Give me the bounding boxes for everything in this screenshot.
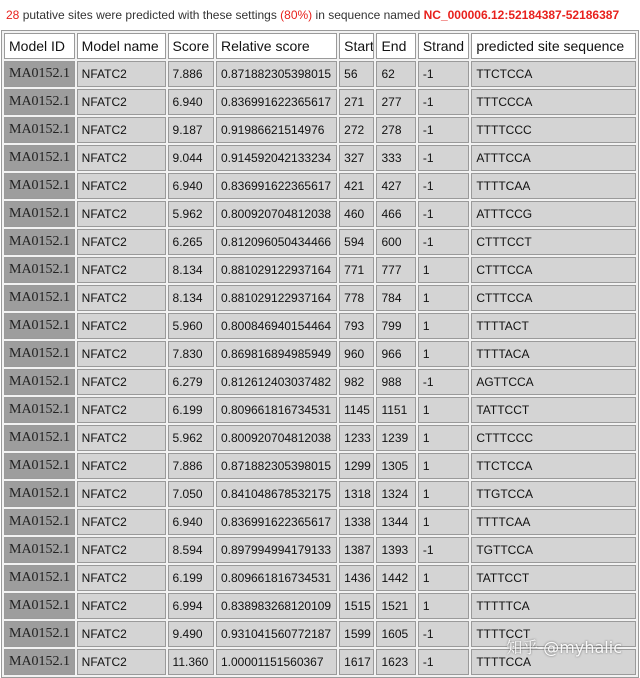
start-cell: 1318 xyxy=(339,481,374,507)
model-name-cell: NFATC2 xyxy=(77,565,166,591)
start-cell: 982 xyxy=(339,369,374,395)
strand-cell: 1 xyxy=(418,565,470,591)
table-row xyxy=(4,173,636,199)
relative-score-cell: 0.841048678532175 xyxy=(216,481,337,507)
model-name-cell: NFATC2 xyxy=(77,537,166,563)
sequence-cell: TTTTCCA xyxy=(471,649,636,675)
header-strand[interactable]: Strand xyxy=(418,33,470,59)
sequence-cell: TTCTCCA xyxy=(471,453,636,479)
header-end[interactable]: End xyxy=(376,33,415,59)
model-name-cell: NFATC2 xyxy=(77,89,166,115)
sequence-cell: TGTTCCA xyxy=(471,537,636,563)
score-cell: 5.960 xyxy=(168,313,214,339)
score-cell: 11.360 xyxy=(168,649,214,675)
score-cell: 8.134 xyxy=(168,257,214,283)
sequence-cell: TTTCCCA xyxy=(471,89,636,115)
model-name-cell: NFATC2 xyxy=(77,453,166,479)
end-cell: 1442 xyxy=(376,565,415,591)
table-row xyxy=(4,285,636,311)
results-summary xyxy=(6,8,619,22)
model-id-cell[interactable]: MA0152.1 xyxy=(4,593,75,619)
relative-score-cell: 0.871882305398015 xyxy=(216,453,337,479)
end-cell: 1344 xyxy=(376,509,415,535)
relative-score-cell: 0.836991622365617 xyxy=(216,509,337,535)
model-id-cell[interactable]: MA0152.1 xyxy=(4,453,75,479)
end-cell: 600 xyxy=(376,229,415,255)
score-cell: 7.886 xyxy=(168,453,214,479)
strand-cell: 1 xyxy=(418,313,470,339)
model-id-cell[interactable]: MA0152.1 xyxy=(4,117,75,143)
score-cell: 6.940 xyxy=(168,89,214,115)
end-cell: 988 xyxy=(376,369,415,395)
start-cell: 1387 xyxy=(339,537,374,563)
strand-cell: 1 xyxy=(418,593,470,619)
relative-score-cell: 0.91986621514976 xyxy=(216,117,337,143)
strand-cell: 1 xyxy=(418,285,470,311)
score-cell: 9.490 xyxy=(168,621,214,647)
model-name-cell: NFATC2 xyxy=(77,257,166,283)
relative-score-cell: 0.871882305398015 xyxy=(216,61,337,87)
site-count: 28 xyxy=(6,8,20,22)
strand-cell: -1 xyxy=(418,61,470,87)
score-cell: 5.962 xyxy=(168,425,214,451)
sequence-name: NC_000006.12:52184387-52186387 xyxy=(423,8,620,22)
score-cell: 6.279 xyxy=(168,369,214,395)
end-cell: 1305 xyxy=(376,453,415,479)
sequence-cell: CTTTCCC xyxy=(471,425,636,451)
sequence-cell: AGTTCCA xyxy=(471,369,636,395)
end-cell: 1393 xyxy=(376,537,415,563)
start-cell: 594 xyxy=(339,229,374,255)
model-id-cell[interactable]: MA0152.1 xyxy=(4,621,75,647)
relative-score-cell: 0.881029122937164 xyxy=(216,257,337,283)
model-name-cell: NFATC2 xyxy=(77,61,166,87)
summary-text-2: in sequence named xyxy=(312,8,424,22)
model-name-cell: NFATC2 xyxy=(77,425,166,451)
model-id-cell[interactable]: MA0152.1 xyxy=(4,509,75,535)
table-row xyxy=(4,89,636,115)
score-cell: 6.994 xyxy=(168,593,214,619)
table-row xyxy=(4,565,636,591)
strand-cell: -1 xyxy=(418,229,470,255)
table-row xyxy=(4,369,636,395)
summary-text-1: putative sites were predicted with these settings xyxy=(19,8,281,22)
relative-score-cell: 0.800920704812038 xyxy=(216,425,337,451)
relative-score-cell: 0.914592042133234 xyxy=(216,145,337,171)
score-cell: 5.962 xyxy=(168,201,214,227)
table-row xyxy=(4,145,636,171)
start-cell: 272 xyxy=(339,117,374,143)
relative-score-cell: 0.838983268120109 xyxy=(216,593,337,619)
header-relative-score[interactable]: Relative score xyxy=(216,33,337,59)
score-cell: 6.940 xyxy=(168,173,214,199)
model-name-cell: NFATC2 xyxy=(77,117,166,143)
strand-cell: -1 xyxy=(418,173,470,199)
sequence-cell: TATTCCT xyxy=(471,565,636,591)
end-cell: 466 xyxy=(376,201,415,227)
start-cell: 1299 xyxy=(339,453,374,479)
model-name-cell: NFATC2 xyxy=(77,593,166,619)
table-row xyxy=(4,257,636,283)
end-cell: 1151 xyxy=(376,397,415,423)
table-row xyxy=(4,117,636,143)
score-cell: 9.044 xyxy=(168,145,214,171)
model-id-cell[interactable]: MA0152.1 xyxy=(4,341,75,367)
relative-score-cell: 0.836991622365617 xyxy=(216,173,337,199)
relative-score-cell: 0.897994994179133 xyxy=(216,537,337,563)
relative-score-cell: 0.881029122937164 xyxy=(216,285,337,311)
sequence-cell: TTTTACT xyxy=(471,313,636,339)
header-model-name[interactable]: Model name xyxy=(77,33,166,59)
relative-score-cell: 0.800920704812038 xyxy=(216,201,337,227)
score-cell: 8.134 xyxy=(168,285,214,311)
table-row xyxy=(4,341,636,367)
model-id-cell[interactable]: MA0152.1 xyxy=(4,145,75,171)
end-cell: 1521 xyxy=(376,593,415,619)
strand-cell: -1 xyxy=(418,117,470,143)
end-cell: 62 xyxy=(376,61,415,87)
model-id-cell[interactable]: MA0152.1 xyxy=(4,201,75,227)
model-name-cell: NFATC2 xyxy=(77,229,166,255)
sequence-cell: ATTTCCA xyxy=(471,145,636,171)
model-name-cell: NFATC2 xyxy=(77,509,166,535)
end-cell: 784 xyxy=(376,285,415,311)
results-table xyxy=(1,30,639,678)
relative-score-cell: 0.931041560772187 xyxy=(216,621,337,647)
start-cell: 1599 xyxy=(339,621,374,647)
model-id-cell[interactable]: MA0152.1 xyxy=(4,369,75,395)
relative-score-cell: 0.809661816734531 xyxy=(216,397,337,423)
model-name-cell: NFATC2 xyxy=(77,201,166,227)
score-cell: 9.187 xyxy=(168,117,214,143)
model-id-cell[interactable]: MA0152.1 xyxy=(4,229,75,255)
end-cell: 1239 xyxy=(376,425,415,451)
model-id-cell[interactable]: MA0152.1 xyxy=(4,425,75,451)
model-id-cell[interactable]: MA0152.1 xyxy=(4,481,75,507)
start-cell: 1233 xyxy=(339,425,374,451)
table-row xyxy=(4,61,636,87)
end-cell: 277 xyxy=(376,89,415,115)
header-predicted-site-sequence[interactable]: predicted site sequence xyxy=(471,33,636,59)
model-name-cell: NFATC2 xyxy=(77,341,166,367)
start-cell: 793 xyxy=(339,313,374,339)
end-cell: 1623 xyxy=(376,649,415,675)
table-row xyxy=(4,425,636,451)
model-id-cell[interactable]: MA0152.1 xyxy=(4,89,75,115)
start-cell: 1617 xyxy=(339,649,374,675)
model-id-cell[interactable]: MA0152.1 xyxy=(4,285,75,311)
sequence-cell: TTTTTCA xyxy=(471,593,636,619)
start-cell: 771 xyxy=(339,257,374,283)
model-name-cell: NFATC2 xyxy=(77,313,166,339)
table-row xyxy=(4,481,636,507)
model-id-cell[interactable]: MA0152.1 xyxy=(4,313,75,339)
model-id-cell[interactable]: MA0152.1 xyxy=(4,257,75,283)
strand-cell: 1 xyxy=(418,481,470,507)
table-header-row xyxy=(4,33,636,59)
relative-score-cell: 0.869816894985949 xyxy=(216,341,337,367)
end-cell: 1605 xyxy=(376,621,415,647)
start-cell: 271 xyxy=(339,89,374,115)
strand-cell: 1 xyxy=(418,397,470,423)
start-cell: 460 xyxy=(339,201,374,227)
sequence-cell: CTTTCCA xyxy=(471,257,636,283)
model-name-cell: NFATC2 xyxy=(77,397,166,423)
table-row xyxy=(4,397,636,423)
strand-cell: -1 xyxy=(418,537,470,563)
strand-cell: -1 xyxy=(418,369,470,395)
start-cell: 1145 xyxy=(339,397,374,423)
header-score[interactable]: Score xyxy=(168,33,214,59)
sequence-cell: TTTTCAA xyxy=(471,173,636,199)
score-cell: 6.199 xyxy=(168,565,214,591)
model-name-cell: NFATC2 xyxy=(77,369,166,395)
model-id-cell[interactable]: MA0152.1 xyxy=(4,537,75,563)
end-cell: 799 xyxy=(376,313,415,339)
model-name-cell: NFATC2 xyxy=(77,481,166,507)
table-row xyxy=(4,453,636,479)
sequence-cell: TTTTCCT xyxy=(471,621,636,647)
model-name-cell: NFATC2 xyxy=(77,621,166,647)
relative-score-cell: 1.00001151560367 xyxy=(216,649,337,675)
sequence-cell: TTGTCCA xyxy=(471,481,636,507)
table-row xyxy=(4,201,636,227)
relative-score-cell: 0.836991622365617 xyxy=(216,89,337,115)
relative-score-cell: 0.809661816734531 xyxy=(216,565,337,591)
table-row xyxy=(4,593,636,619)
strand-cell: 1 xyxy=(418,257,470,283)
score-cell: 6.940 xyxy=(168,509,214,535)
end-cell: 777 xyxy=(376,257,415,283)
strand-cell: -1 xyxy=(418,621,470,647)
start-cell: 56 xyxy=(339,61,374,87)
model-name-cell: NFATC2 xyxy=(77,145,166,171)
relative-score-cell: 0.800846940154464 xyxy=(216,313,337,339)
sequence-cell: CTTTCCT xyxy=(471,229,636,255)
sequence-cell: TTTTCCC xyxy=(471,117,636,143)
results-body xyxy=(4,61,636,675)
strand-cell: 1 xyxy=(418,509,470,535)
strand-cell: -1 xyxy=(418,201,470,227)
score-cell: 8.594 xyxy=(168,537,214,563)
start-cell: 960 xyxy=(339,341,374,367)
table-row xyxy=(4,313,636,339)
sequence-cell: TTCTCCA xyxy=(471,61,636,87)
score-cell: 7.886 xyxy=(168,61,214,87)
model-id-cell[interactable]: MA0152.1 xyxy=(4,173,75,199)
strand-cell: 1 xyxy=(418,425,470,451)
end-cell: 966 xyxy=(376,341,415,367)
table-row xyxy=(4,229,636,255)
start-cell: 1436 xyxy=(339,565,374,591)
end-cell: 1324 xyxy=(376,481,415,507)
model-id-cell[interactable]: MA0152.1 xyxy=(4,61,75,87)
table-row xyxy=(4,537,636,563)
header-model-id[interactable]: Model ID xyxy=(4,33,75,59)
sequence-cell: TATTCCT xyxy=(471,397,636,423)
strand-cell: -1 xyxy=(418,145,470,171)
start-cell: 1515 xyxy=(339,593,374,619)
model-id-cell[interactable]: MA0152.1 xyxy=(4,649,75,675)
score-cell: 7.050 xyxy=(168,481,214,507)
start-cell: 1338 xyxy=(339,509,374,535)
start-cell: 421 xyxy=(339,173,374,199)
start-cell: 778 xyxy=(339,285,374,311)
sequence-cell: TTTTCAA xyxy=(471,509,636,535)
end-cell: 278 xyxy=(376,117,415,143)
header-start[interactable]: Start xyxy=(339,33,374,59)
sequence-cell: ATTTCCG xyxy=(471,201,636,227)
start-cell: 327 xyxy=(339,145,374,171)
sequence-cell: CTTTCCA xyxy=(471,285,636,311)
model-name-cell: NFATC2 xyxy=(77,173,166,199)
model-id-cell[interactable]: MA0152.1 xyxy=(4,397,75,423)
sequence-cell: TTTTACA xyxy=(471,341,636,367)
end-cell: 333 xyxy=(376,145,415,171)
relative-score-cell: 0.812096050434466 xyxy=(216,229,337,255)
threshold-percent: (80%) xyxy=(280,8,313,22)
model-name-cell: NFATC2 xyxy=(77,285,166,311)
score-cell: 6.265 xyxy=(168,229,214,255)
model-id-cell[interactable]: MA0152.1 xyxy=(4,565,75,591)
watermark: 知乎 @myhalic xyxy=(506,638,622,657)
end-cell: 427 xyxy=(376,173,415,199)
table-row xyxy=(4,509,636,535)
strand-cell: -1 xyxy=(418,649,470,675)
strand-cell: 1 xyxy=(418,453,470,479)
score-cell: 7.830 xyxy=(168,341,214,367)
relative-score-cell: 0.812612403037482 xyxy=(216,369,337,395)
model-name-cell: NFATC2 xyxy=(77,649,166,675)
strand-cell: 1 xyxy=(418,341,470,367)
strand-cell: -1 xyxy=(418,89,470,115)
score-cell: 6.199 xyxy=(168,397,214,423)
